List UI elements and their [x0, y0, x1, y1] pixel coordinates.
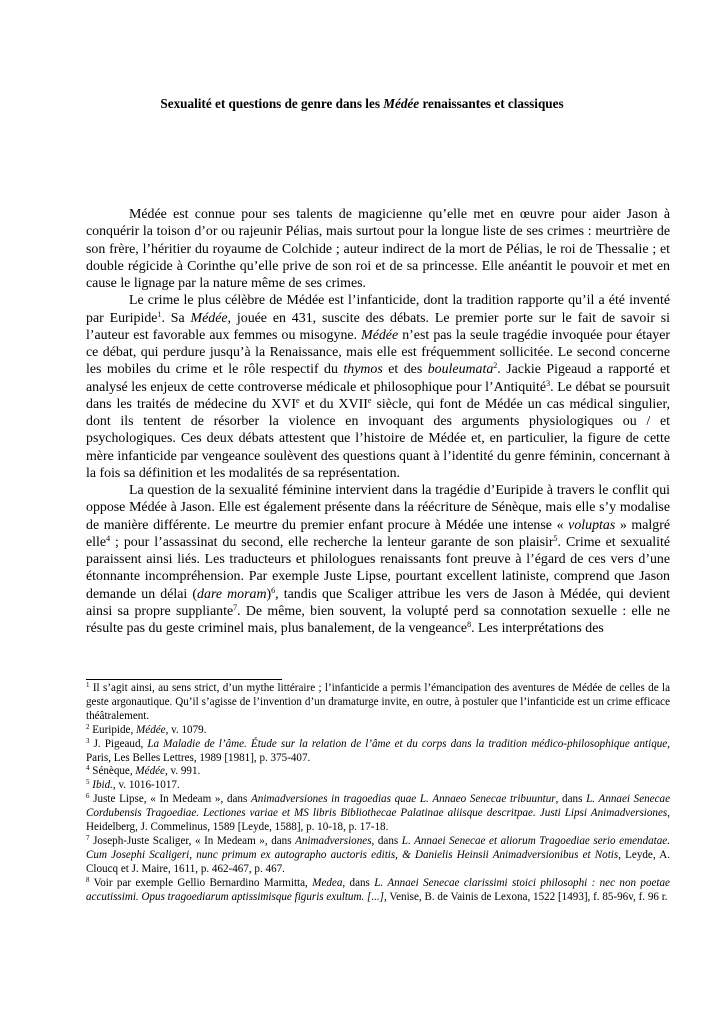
footnote-4: $^4$ Sénèque, Médée, v. 991. — [86, 764, 201, 778]
page-title: Sexualité et questions de genre dans les Médée renaissantes et classiques — [160, 96, 564, 111]
paragraph-2: Le crime le plus célèbre de Médée est l’infanticide, dont la tradition rapporte qu’il a été inventé par Euripide$^1$. Sa Médée, jouée en 431, suscite des débats. Le premier porte sur le fait de savoir si l’auteur est favorable aux femmes ou misogyne. Médée n’est pas la seule tragédie invoquée pour étayer ce débat, qui perdure jusqu’à la Renaissance, mais elle est fréquemment sollicitée. Le second concerne les mobiles du crime et le rôle respectif du thymos et des bouleumata$^2$. Jackie Pigeaud a rapporté et analysé les enjeux de cette controverse médicale et philosophique pour l’Antiquité$^3$. Le débat se poursuit dans les traités de médecine du XVIe et du XVIIe siècle, qui font de Médée un cas médical singulier, dont ils tentent de résorber la violence en invoquant des arguments physiologiques ou / et psychologiques. Ces deux débats attestent que l’histoire de Médée et, en particulier, la figure de cette mère infanticide par vengeance soulèvent des questions quant à l’identité du genre féminin, concernant à la fois sa définition et les modalités de sa représentation. — [86, 293, 671, 481]
century-superscript: e — [367, 395, 372, 405]
footnote-ref-2: 2 — [493, 361, 498, 371]
footnote-ref-8: 8 — [467, 620, 472, 629]
century-superscript: e — [295, 395, 300, 405]
footnote-ref-7: 7 — [233, 602, 238, 612]
footnote-6: $^6$ Juste Lipse, « In Medeam », dans Animadversiones in tragoedias quae L. Annaeo Senecae tribuuntur, dans L. Annaei Senecae Cordubensis Tragoediae. Lectiones variae et MS libris Bibliothecae Palatinae aliisque descritpae. Justi Lipsi Animadversiones, Heidelberg, J. Commelinus, 1589 [Leyde, 1588], p. 10-18, p. 17-18. — [86, 792, 671, 834]
footnote-7: $^7$ Joseph-Juste Scaliger, « In Medeam », dans Animadversiones, dans L. Annaei Senecae et aliorum Tragoediae serio emendatae. Cum Josephi Scaligeri, nunc primum ex autographo auctoris editis, & Danielis Heinsii Animadversionibus et Notis, Leyde, A. Cloucq et J. Maire, 1611, p. 462-467, p. 467. — [86, 833, 671, 875]
body-text — [86, 206, 670, 637]
footnote-ref-4: 4 — [106, 533, 111, 543]
footnote-ref-3: 3 — [546, 378, 551, 388]
footnote-1: $^1$ Il s’agit ainsi, au sens strict, d’un mythe littéraire ; l’infanticide a permis l’émancipation des aventures de Médée de celles de la geste argonautique. Qu’il s’agisse de l’invention d’un dramaturge invite, en outre, à postuler que l’infanticide est un crime efficace théâtralement. — [86, 681, 670, 722]
footnote-3: $^3$ J. Pigeaud, La Maladie de l’âme. Étude sur la relation de l’âme et du corps dans la tradition médico-philosophique antique, Paris, Les Belles Lettres, 1989 [1981], p. 375-407. — [86, 736, 670, 764]
footnote-8: $^8$ Voir par exemple Gellio Bernardino Marmitta, Medea, dans L. Annaei Senecae clarissimi stoici philosophi : nec non poetae accutissimi. Opus tragoediarum aptissimisque figuris exultum. [...], Venise, B. de Vainis de Lexona, 1522 [1493], f. 85-96v, f. 96 r. — [86, 875, 670, 903]
paragraph-3: La question de la sexualité féminine intervient dans la tragédie d’Euripide à travers le conflit qui oppose Médée à Jason. Elle est également présente dans la réécriture de Sénèque, mais elle s’y modalise de manière différente. Le meurtre du premier enfant procure à Médée une intense « voluptas » malgré elle$^4$ ; pour l’assassinat du second, elle recherche la lenteur garante de son plaisir$^5$. Crime et sexualité paraissent ainsi liés. Les traducteurs et philologues renaissants font preuve à l’égard de ces vers d’une étonnante incompréhension. Par exemple Juste Lipse, pourtant excellent latiniste, comprend que Jason demande un délai (dare moram)$^6$, tandis que Scaliger attribue les vers de Jason à Médée, qui devient ainsi sa propre suppliante$^7$. De même, bien souvent, la volupté perd sa connotation sexuelle : elle ne résulte pas du geste criminel mais, plus banalement, de la vengeance$^8$. Les interprétations des — [86, 483, 670, 636]
footnotes — [86, 682, 670, 905]
footnote-separator — [86, 679, 282, 680]
footnote-ref-6: 6 — [271, 585, 276, 595]
paragraph-1: Médée est connue pour ses talents de magicienne qu’elle met en œuvre pour aider Jason à conquérir la toison d’or ou rajeunir Pélias, mais surtout pour la longue liste de ses crimes : meurtrière de son frère, l’héritier du royaume de Colchide ; auteur indirect de la mort de Pélias, le roi de Thessalie ; et double régicide à Corinthe qu’elle prive de son roi et de sa princesse. Elle anéantit le pouvoir et met en cause le lignage par la nature même de ses crimes. — [86, 207, 670, 291]
footnote-ref-1: 1 — [157, 309, 162, 319]
footnote-5: $^5$ Ibid., v. 1016-1017. — [86, 778, 180, 792]
footnote-2: $^2$ Euripide, Médée, v. 1079. — [86, 722, 207, 736]
footnote-ref-5: 5 — [553, 533, 558, 543]
